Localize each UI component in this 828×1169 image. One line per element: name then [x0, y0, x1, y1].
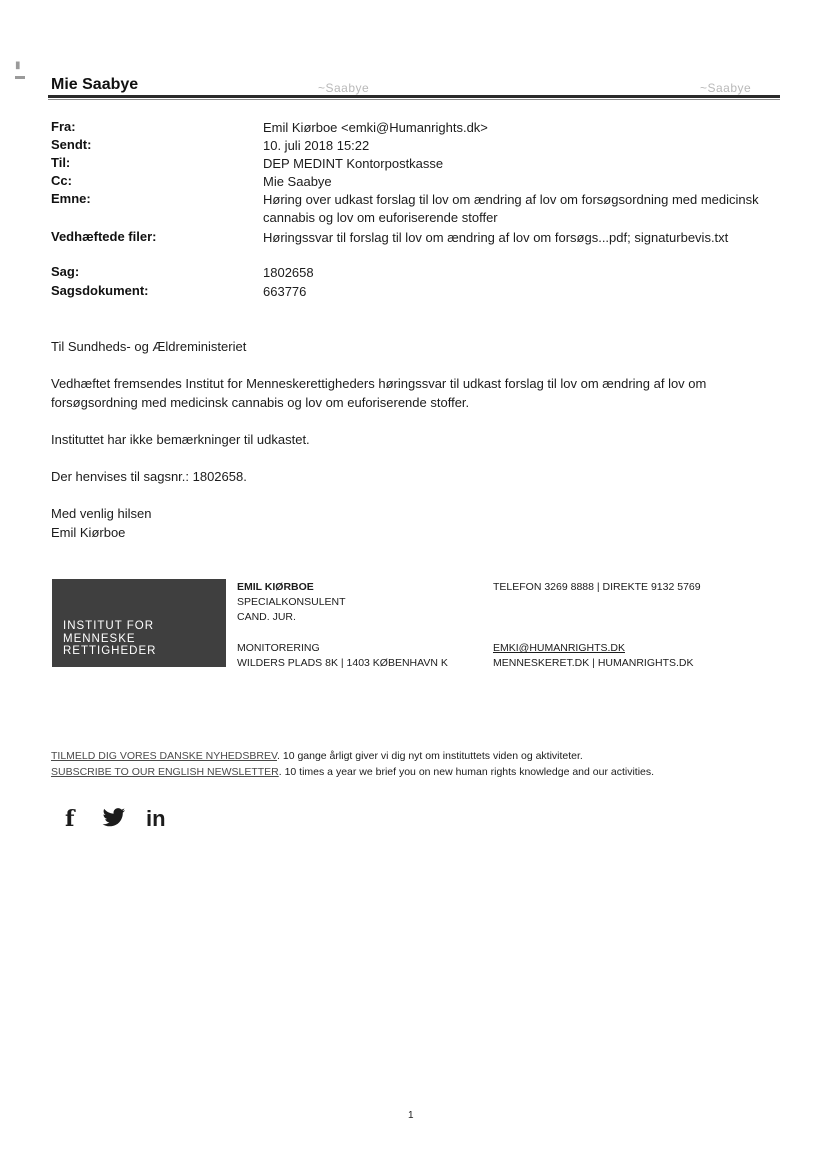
attachments-label: Vedhæftede filer: [51, 229, 157, 244]
signature-websites[interactable]: MENNESKERET.DK | HUMANRIGHTS.DK [493, 657, 694, 669]
signature-title: SPECIALKONSULENT [237, 596, 346, 608]
signature-address: WILDERS PLADS 8K | 1403 KØBENHAVN K [237, 657, 448, 669]
body-paragraph-1: Vedhæftet fremsendes Institut for Menneskerettigheders høringssvar til udkast forslag til lov om ændring af lov om forsøgsordning med medicinsk cannabis og lov om euforiserende stoffer. [51, 376, 707, 410]
cc-label: Cc: [51, 173, 72, 188]
signature-department: MONITORERING [237, 642, 320, 654]
logo-line-3: RETTIGHEDER [63, 645, 157, 657]
closing: Med venlig hilsen [51, 506, 152, 521]
body-paragraph-2: Instituttet har ikke bemærkninger til udkastet. [51, 432, 310, 447]
sender-name: Emil Kiørboe [51, 525, 126, 540]
subject-label: Emne: [51, 191, 91, 206]
body-paragraph-3: Der henvises til sagsnr.: 1802658. [51, 469, 247, 484]
header-name: Mie Saabye [51, 76, 139, 93]
to-label: Til: [51, 155, 71, 170]
logo-text [63, 620, 156, 658]
newsletter-en-text: . 10 times a year we brief you on new human rights knowledge and our activities. [278, 766, 655, 778]
signature-email-link[interactable]: EMKI@HUMANRIGHTS.DK [493, 642, 625, 654]
logo-line-1: INSTITUT FOR [63, 620, 155, 632]
header-ghost-text-right: ~Saabye [700, 81, 752, 95]
signature-contact-block [237, 580, 482, 625]
attachments-value[interactable]: Høringssvar til forslag til lov om ændring af lov om forsøgs...pdf; signaturbevis.txt [263, 230, 729, 245]
twitter-icon[interactable] [102, 808, 126, 830]
header-rule-thin [48, 99, 780, 100]
newsletter-dk-text: . 10 gange årligt giver vi dig nyt om instituttets viden og aktiviteter. [277, 750, 583, 762]
signature-name: EMIL KIØRBOE [237, 581, 314, 593]
institute-logo [52, 579, 226, 667]
sent-value: 10. juli 2018 15:22 [263, 138, 370, 153]
sent-label: Sendt: [51, 137, 92, 152]
header-ghost-text-left: ~Saabye [318, 81, 370, 95]
header-rule [48, 95, 780, 98]
newsletter-dk-link[interactable]: TILMELD DIG VORES DANSKE NYHEDSBREV [51, 750, 278, 762]
newsletter-en-link[interactable]: SUBSCRIBE TO OUR ENGLISH NEWSLETTER [51, 766, 279, 778]
subject-value: Høring over udkast forslag til lov om ændring af lov om forsøgsordning med medicinsk cannabis og lov om euforiserende stoffer [263, 192, 759, 225]
to-value: DEP MEDINT Kontorpostkasse [263, 156, 444, 171]
logo-line-2: MENNESKE [63, 632, 136, 645]
case-label: Sag: [51, 264, 80, 279]
greeting: Til Sundheds- og Ældreministeriet [51, 339, 247, 354]
signature-address-block [237, 641, 482, 671]
casedoc-value: 663776 [263, 284, 307, 299]
signature-web-block [493, 641, 694, 671]
casedoc-label: Sagsdokument: [51, 283, 149, 298]
from-value: Emil Kiørboe <emki@Humanrights.dk> [263, 120, 488, 135]
cc-value: Mie Saabye [263, 174, 332, 189]
case-value: 1802658 [263, 265, 314, 280]
scan-margin-mark: ▮ ▬ [15, 60, 25, 82]
linkedin-icon[interactable]: in [146, 806, 166, 831]
newsletter-dk [51, 748, 583, 764]
from-label: Fra: [51, 119, 76, 134]
facebook-icon[interactable]: f [65, 806, 75, 832]
signature-phone: TELEFON 3269 8888 | DIREKTE 9132 5769 [493, 581, 701, 593]
newsletter-en [51, 764, 654, 780]
page-number: 1 [408, 1110, 414, 1121]
signature-degree: CAND. JUR. [237, 611, 296, 623]
